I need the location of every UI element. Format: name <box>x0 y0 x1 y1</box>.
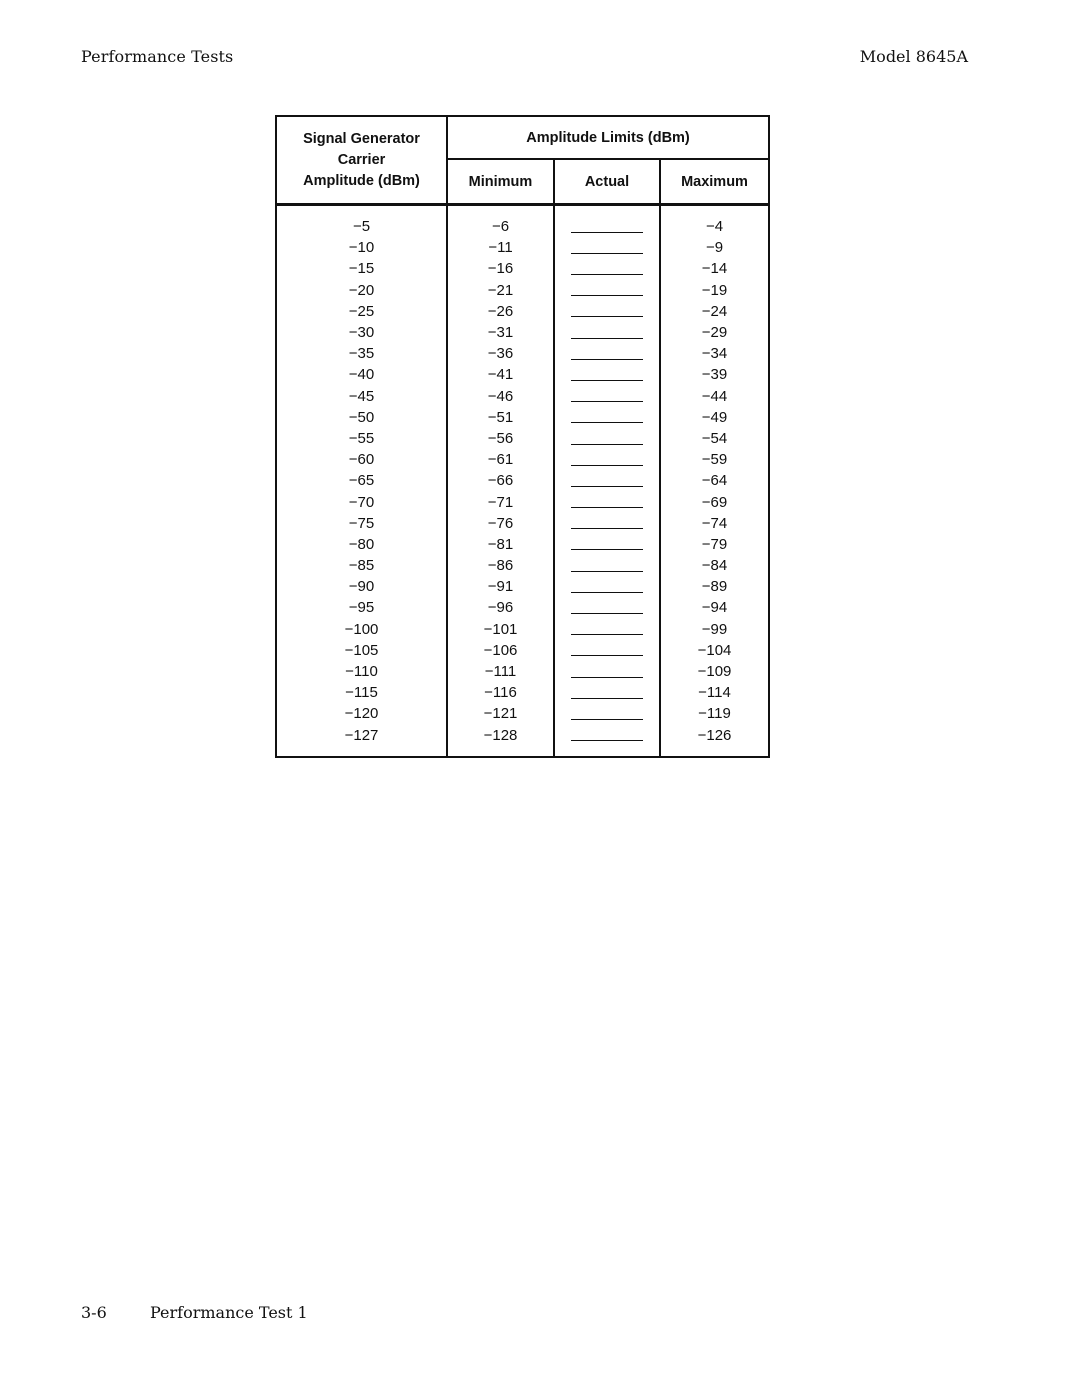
minimum-cell: −71 <box>447 491 554 512</box>
amplitude-limits-table <box>275 115 770 758</box>
table-row <box>276 258 769 279</box>
actual-entry-cell <box>554 576 660 597</box>
table-row <box>276 237 769 258</box>
actual-value-blank[interactable] <box>571 539 643 550</box>
maximum-cell: −89 <box>701 578 728 596</box>
table-row <box>276 449 769 470</box>
actual-value-blank[interactable] <box>571 455 643 466</box>
carrier-amplitude-cell: −120 <box>276 703 447 724</box>
minimum-cell: −51 <box>447 407 554 428</box>
actual-value-blank[interactable] <box>571 391 643 402</box>
table-row <box>276 491 769 512</box>
actual-entry-cell <box>554 322 660 343</box>
table-row <box>276 470 769 491</box>
actual-value-blank[interactable] <box>571 243 643 254</box>
carrier-amplitude-cell: −100 <box>276 619 447 640</box>
table-row <box>276 428 769 449</box>
carrier-amplitude-cell: −50 <box>276 407 447 428</box>
actual-entry-cell <box>554 280 660 301</box>
minimum-cell: −106 <box>447 640 554 661</box>
table-row <box>276 703 769 724</box>
actual-value-blank[interactable] <box>571 476 643 487</box>
minimum-cell: −11 <box>447 237 554 258</box>
carrier-amplitude-cell: −70 <box>276 491 447 512</box>
actual-value-blank[interactable] <box>571 264 643 275</box>
maximum-cell: −54 <box>701 429 728 447</box>
actual-value-blank[interactable] <box>571 412 643 423</box>
actual-value-blank[interactable] <box>571 306 643 317</box>
table-row <box>276 322 769 343</box>
minimum-column-header: Minimum <box>447 159 554 204</box>
carrier-amplitude-cell: −90 <box>276 576 447 597</box>
table-row <box>276 619 769 640</box>
minimum-cell: −91 <box>447 576 554 597</box>
maximum-column-header: Maximum <box>660 159 769 204</box>
carrier-amplitude-cell: −75 <box>276 513 447 534</box>
table-row <box>276 661 769 682</box>
minimum-cell: −121 <box>447 703 554 724</box>
minimum-cell: −128 <box>447 725 554 757</box>
carrier-amplitude-cell: −20 <box>276 280 447 301</box>
actual-value-blank[interactable] <box>571 434 643 445</box>
maximum-cell: −4 <box>705 218 724 236</box>
actual-entry-cell <box>554 661 660 682</box>
actual-entry-cell <box>554 301 660 322</box>
page-number: 3-6 <box>81 1303 107 1322</box>
table-row <box>276 386 769 407</box>
actual-value-blank[interactable] <box>571 370 643 381</box>
minimum-cell: −41 <box>447 364 554 385</box>
actual-entry-cell <box>554 449 660 470</box>
table-row <box>276 534 769 555</box>
table-row <box>276 640 769 661</box>
carrier-amplitude-cell: −127 <box>276 725 447 757</box>
carrier-amplitude-cell: −80 <box>276 534 447 555</box>
table-row <box>276 280 769 301</box>
maximum-cell: −9 <box>705 239 724 257</box>
minimum-cell: −101 <box>447 619 554 640</box>
minimum-cell: −56 <box>447 428 554 449</box>
carrier-amplitude-cell: −45 <box>276 386 447 407</box>
maximum-cell: −69 <box>701 493 728 511</box>
actual-entry-cell <box>554 491 660 512</box>
actual-entry-cell <box>554 640 660 661</box>
maximum-cell: −29 <box>701 324 728 342</box>
actual-value-blank[interactable] <box>571 285 643 296</box>
actual-value-blank[interactable] <box>571 730 643 741</box>
minimum-cell: −46 <box>447 386 554 407</box>
maximum-cell: −59 <box>701 451 728 469</box>
actual-value-blank[interactable] <box>571 688 643 699</box>
table-row <box>276 364 769 385</box>
minimum-cell: −111 <box>447 661 554 682</box>
maximum-cell: −19 <box>701 281 728 299</box>
actual-value-blank[interactable] <box>571 518 643 529</box>
actual-entry-cell <box>554 513 660 534</box>
maximum-cell: −126 <box>697 726 732 744</box>
table-row <box>276 597 769 618</box>
actual-value-blank[interactable] <box>571 582 643 593</box>
table-row <box>276 205 769 238</box>
actual-value-blank[interactable] <box>571 645 643 656</box>
carrier-amplitude-cell: −15 <box>276 258 447 279</box>
maximum-cell: −64 <box>701 472 728 490</box>
actual-entry-cell <box>554 682 660 703</box>
minimum-cell: −31 <box>447 322 554 343</box>
minimum-cell: −6 <box>447 205 554 238</box>
table-row <box>276 725 769 757</box>
running-header-section: Performance Tests <box>81 47 234 66</box>
minimum-cell: −16 <box>447 258 554 279</box>
actual-value-blank[interactable] <box>571 709 643 720</box>
maximum-cell: −84 <box>701 557 728 575</box>
maximum-cell: −94 <box>701 599 728 617</box>
actual-entry-cell <box>554 258 660 279</box>
actual-entry-cell <box>554 364 660 385</box>
actual-entry-cell <box>554 619 660 640</box>
carrier-header-line-1: Signal Generator <box>303 130 420 147</box>
table-row <box>276 343 769 364</box>
actual-entry-cell <box>554 534 660 555</box>
maximum-cell: −14 <box>701 260 728 278</box>
maximum-cell: −104 <box>697 641 732 659</box>
carrier-amplitude-cell: −10 <box>276 237 447 258</box>
minimum-cell: −61 <box>447 449 554 470</box>
maximum-cell: −99 <box>701 620 728 638</box>
table-row <box>276 301 769 322</box>
carrier-amplitude-cell: −115 <box>276 682 447 703</box>
carrier-amplitude-cell: −40 <box>276 364 447 385</box>
actual-value-blank[interactable] <box>571 497 643 508</box>
minimum-cell: −76 <box>447 513 554 534</box>
minimum-cell: −36 <box>447 343 554 364</box>
carrier-amplitude-cell: −60 <box>276 449 447 470</box>
actual-value-blank[interactable] <box>571 603 643 614</box>
actual-value-blank[interactable] <box>571 624 643 635</box>
carrier-amplitude-cell: −5 <box>276 205 447 238</box>
actual-entry-cell <box>554 407 660 428</box>
minimum-cell: −21 <box>447 280 554 301</box>
actual-value-blank[interactable] <box>571 222 643 233</box>
maximum-cell: −114 <box>698 684 731 702</box>
minimum-cell: −26 <box>447 301 554 322</box>
carrier-amplitude-cell: −65 <box>276 470 447 491</box>
carrier-amplitude-cell: −105 <box>276 640 447 661</box>
minimum-cell: −96 <box>447 597 554 618</box>
carrier-amplitude-cell: −55 <box>276 428 447 449</box>
minimum-cell: −81 <box>447 534 554 555</box>
maximum-cell: −119 <box>698 705 731 723</box>
carrier-amplitude-cell: −110 <box>276 661 447 682</box>
minimum-cell: −66 <box>447 470 554 491</box>
actual-value-blank[interactable] <box>571 349 643 360</box>
actual-entry-cell <box>554 343 660 364</box>
actual-entry-cell <box>554 205 660 238</box>
actual-entry-cell <box>554 597 660 618</box>
actual-column-header: Actual <box>554 159 660 204</box>
table-row <box>276 407 769 428</box>
maximum-cell: −44 <box>701 387 728 405</box>
minimum-cell: −86 <box>447 555 554 576</box>
actual-entry-cell <box>554 237 660 258</box>
actual-entry-cell <box>554 428 660 449</box>
carrier-header-line-3: Amplitude (dBm) <box>303 172 420 189</box>
actual-entry-cell <box>554 555 660 576</box>
actual-entry-cell <box>554 386 660 407</box>
carrier-amplitude-cell: −35 <box>276 343 447 364</box>
actual-value-blank[interactable] <box>571 561 643 572</box>
amplitude-limits-group-header: Amplitude Limits (dBm) <box>447 116 769 159</box>
maximum-cell: −34 <box>701 345 728 363</box>
carrier-header-line-2: Carrier <box>337 151 386 168</box>
actual-value-blank[interactable] <box>571 667 643 678</box>
maximum-cell: −39 <box>701 366 728 384</box>
carrier-amplitude-cell: −30 <box>276 322 447 343</box>
maximum-cell: −79 <box>701 535 728 553</box>
carrier-amplitude-cell: −85 <box>276 555 447 576</box>
actual-value-blank[interactable] <box>571 328 643 339</box>
actual-entry-cell <box>554 703 660 724</box>
maximum-cell: −49 <box>701 408 728 426</box>
amplitude-limits-rows <box>276 205 769 757</box>
carrier-amplitude-cell: −95 <box>276 597 447 618</box>
maximum-cell: −109 <box>697 663 732 681</box>
table-row <box>276 555 769 576</box>
running-header-model: Model 8645A <box>859 47 968 66</box>
footer-title: Performance Test 1 <box>150 1303 308 1322</box>
maximum-cell: −24 <box>701 302 728 320</box>
maximum-cell: −74 <box>701 514 728 532</box>
carrier-amplitude-cell: −25 <box>276 301 447 322</box>
actual-entry-cell <box>554 725 660 757</box>
actual-entry-cell <box>554 470 660 491</box>
table-row <box>276 576 769 597</box>
table-row <box>276 513 769 534</box>
minimum-cell: −116 <box>447 682 554 703</box>
carrier-amplitude-column-header <box>276 116 447 205</box>
table-row <box>276 682 769 703</box>
